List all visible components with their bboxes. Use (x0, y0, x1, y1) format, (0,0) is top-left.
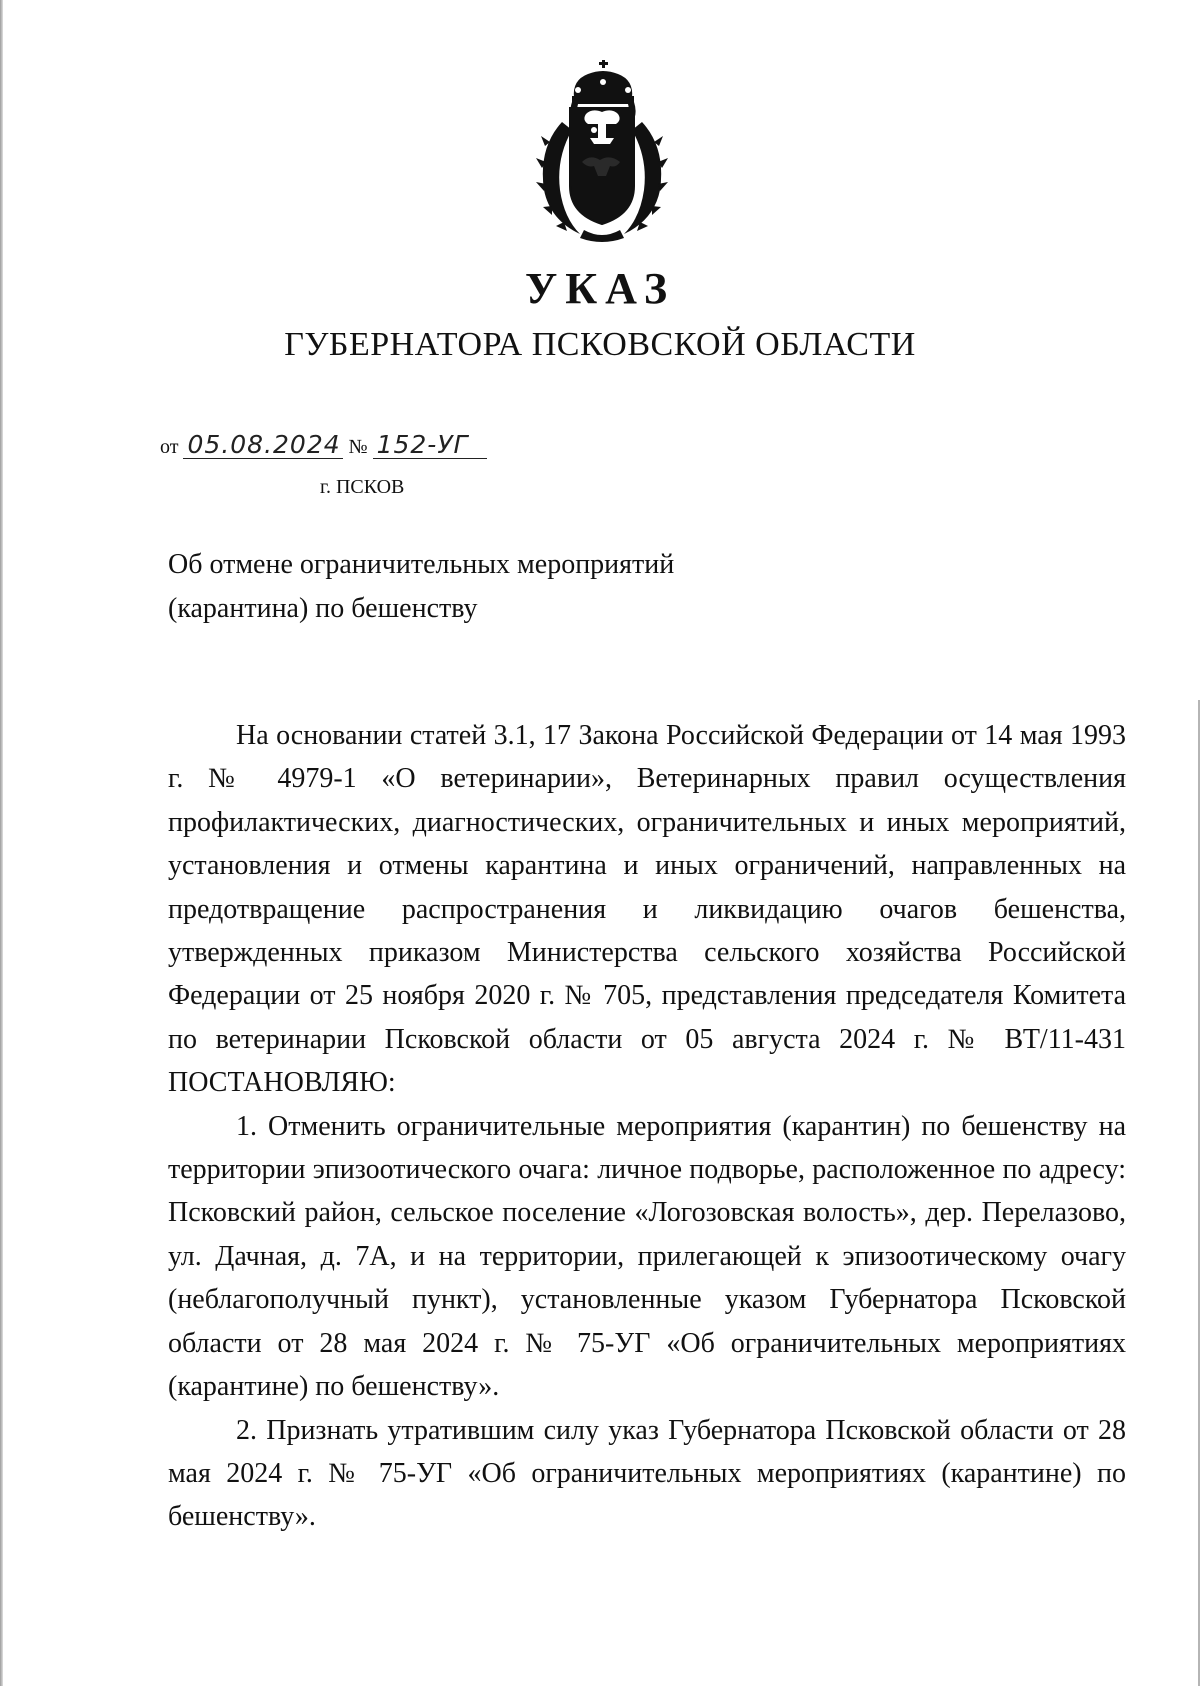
item-1-paragraph: 1. Отменить ограничительные мероприятия (карантин) по бешенству на территории эпизоотического очага: личное подворье, расположенное по адресу: Псковский район, сельское поселение «Логозовская волость», дер. Перелазово, ул. Дачная, д. 7А, и на территории, прилегающей к эпизоотическому очагу (неблагополучный пункт), установленные указом Губернатора Псковской области от 28 мая 2024 г. № 75-УГ «Об ограничительных мероприятиях (карантине) по бешенству». (168, 1110, 1126, 1403)
document-body (168, 714, 1126, 1539)
pskov-coat-of-arms-icon (528, 58, 676, 242)
subject-line-1: Об отмене ограничительных мероприятий (168, 549, 675, 580)
date-value: 05.08.2024 (183, 432, 343, 459)
subject-line-2: (карантина) по бешенству (168, 593, 478, 624)
document-subject (168, 543, 788, 631)
city-label: г. ПСКОВ (320, 476, 405, 498)
scan-edge-left (0, 0, 3, 1686)
document-title: УКАЗ (524, 264, 676, 313)
number-prefix: № (348, 436, 368, 458)
date-prefix: от (160, 436, 179, 458)
date-number-line (160, 432, 487, 459)
item-2-paragraph: 2. Признать утратившим силу указ Губернатора Псковской области от 28 мая 2024 г. № 75-УГ «Об ограничительных мероприятиях (карантине) по бешенству». (168, 1414, 1126, 1533)
document-issuer: ГУБЕРНАТОРА ПСКОВСКОЙ ОБЛАСТИ (284, 326, 916, 363)
preamble-paragraph: На основании статей 3.1, 17 Закона Российской Федерации от 14 мая 1993 г. № 4979-1 «О ветеринарии», Ветеринарных правил осуществления профилактических, диагностических, ограничительных и иных мероприятий, установления и отмены карантина и иных ограничений, направленных на предотвращение распространения и ликвидацию очагов бешенства, утвержденных приказом Министерства сельского хозяйства Российской Федерации от 25 ноября 2020 г. № 705, представления председателя Комитета по ветеринарии Псковской области от 05 августа 2024 г. № ВТ/11-431 ПОСТАНОВЛЯЮ: (168, 720, 1126, 1099)
number-value: 152-УГ (373, 432, 487, 459)
